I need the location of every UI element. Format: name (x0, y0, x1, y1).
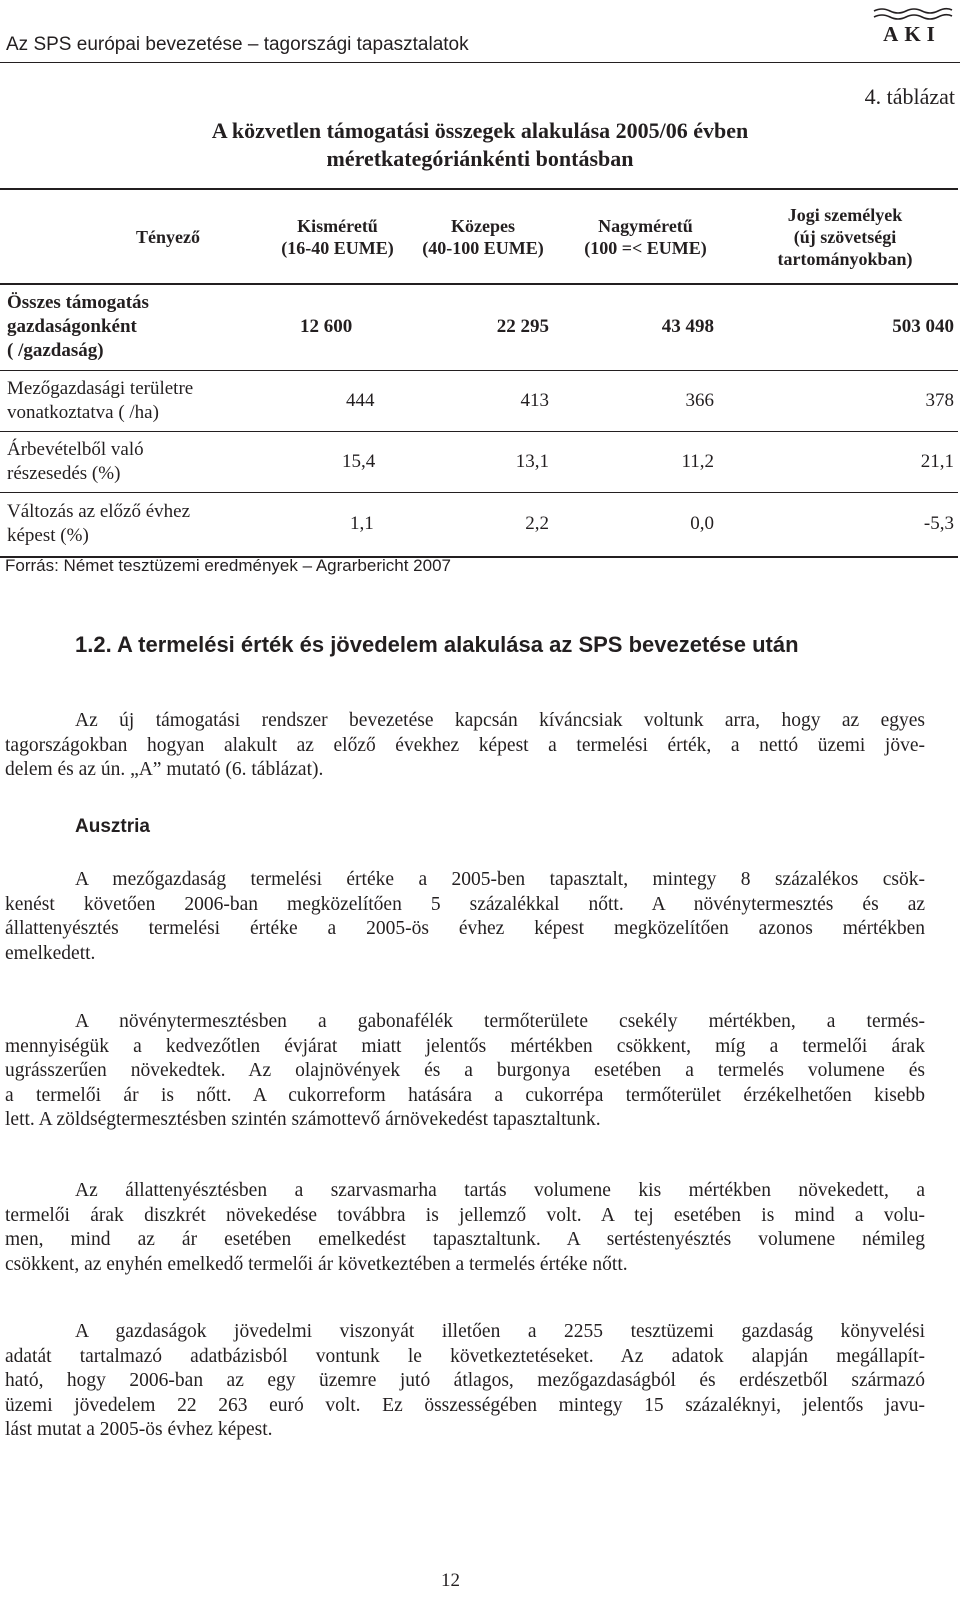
row-label-line: Összes támogatás (7, 292, 149, 314)
table-cell: 13,1 (403, 431, 563, 492)
running-title: Az SPS európai bevezetése – tagországi tapasztalatok (6, 34, 469, 55)
table-cell: 413 (403, 370, 563, 431)
row-label (0, 284, 300, 370)
table-cell: -5,3 (728, 492, 958, 557)
row-label-line: vonatkoztatva ( /ha) (7, 401, 159, 423)
table-cell: 1,1 (300, 492, 403, 557)
table-cell: 11,2 (563, 431, 728, 492)
text-line: emelkedett. (5, 942, 96, 964)
row-label-line: Mezőgazdasági területre (7, 377, 194, 399)
text-line: lett. A zöldségtermesztésben szintén számottevő árnövekedést tapasztaltunk. (5, 1109, 601, 1130)
column-header-medium (403, 189, 563, 284)
column-header-line: Nagyméretű (598, 215, 693, 236)
column-header-line: Jogi személyek (787, 204, 903, 225)
text-line: ható, hogy 2006-ban az egy üzemre jutó átlagos, mezőgazdaságból és erdészetből származó (5, 1370, 925, 1391)
column-header-line: tartományokban) (777, 248, 913, 269)
column-header-line: Tényező (136, 226, 200, 247)
text-line: üzemi jövedelem 22 263 euró volt. Ez összességében mintegy 15 százaléknyi, jelentős javu- (5, 1394, 925, 1416)
text-line: állattenyésztés termelési értéke a 2005-ös évhez képest megközelítően azonos mértékben (5, 918, 925, 939)
paragraph (5, 1320, 925, 1443)
table-cell: 444 (300, 370, 403, 431)
text-line: a termelői ár is nőtt. A cukorreform hatására a cukorrépa termőterület érzékelhetően kisebb (5, 1084, 925, 1106)
table-title (150, 117, 810, 173)
table-header-row (0, 189, 958, 284)
column-header-line: (40-100 EUME) (422, 237, 544, 258)
text-line: mennyiségük a kedvezőtlen évjárat miatt jelentős mértékben csökkent, míg a termelői árak (5, 1035, 925, 1057)
table-cell: 0,0 (563, 492, 728, 557)
page-number: 12 (441, 1570, 460, 1591)
table-cell: 15,4 (300, 431, 403, 492)
column-header-line: Közepes (451, 215, 515, 236)
aki-logo (870, 6, 954, 44)
unit-text: /gazdaság) (18, 340, 104, 362)
table-row (0, 370, 958, 431)
text-line: kenést követően 2006-ban megközelítően 5 százalékkal nőtt. A növénytermesztés és az (5, 893, 925, 915)
section-heading: 1.2. A termelési érték és jövedelem alakulása az SPS bevezetése után (75, 632, 799, 657)
table-cell: 21,1 (728, 431, 958, 492)
text-line: A mezőgazdaság termelési értéke a 2005-ben tapasztalt, mintegy 8 százalékos csök- (75, 869, 925, 890)
country-subheading: Ausztria (75, 816, 150, 837)
column-header-small (281, 189, 403, 284)
table-cell: 2,2 (403, 492, 563, 557)
row-label-line: Árbevételből való (7, 438, 144, 460)
table-cell: 22 295 (403, 284, 563, 370)
table-label: 4. táblázat (864, 84, 955, 109)
row-label-line: képest (%) (7, 525, 89, 547)
text-line: A növénytermesztésben a gabonafélék termőterülete csekély mértékben, a termés- (75, 1011, 925, 1032)
table-cell: 12 600 (300, 284, 403, 370)
table-title-line-1: A közvetlen támogatási összegek alakulása 2005/06 évben (211, 118, 749, 143)
row-label (0, 370, 300, 431)
text-line: tagországokban hogyan alakult az előző évekhez képest a termelési érték, a nettó üzemi jöve- (5, 734, 925, 756)
column-header-legal-entities (728, 189, 958, 284)
paragraph (5, 1010, 925, 1133)
table-row (0, 284, 958, 370)
table-cell: 378 (728, 370, 958, 431)
text-line: men, mind az ár esetében emelkedést tapasztaltunk. A sertéstenyésztés volumene némileg (5, 1229, 925, 1250)
intro-paragraph (5, 709, 925, 783)
table-cell: 503 040 (728, 284, 958, 370)
table-source: Forrás: Német tesztüzemi eredmények – Agrarbericht 2007 (5, 556, 451, 575)
column-header-line: (16-40 EUME) (281, 237, 394, 258)
text-line: delem és az ún. „A” mutató (6. táblázat). (5, 759, 324, 780)
logo-text: AKI (883, 22, 941, 44)
text-line: Az állattenyésztésben a szarvasmarha tartás volumene kis mértékben növekedett, a (75, 1180, 925, 1201)
text-line: A gazdaságok jövedelmi viszonyát illetően a 2255 tesztüzemi gazdaság könyvelési (75, 1321, 925, 1342)
column-header-factor (0, 189, 300, 284)
row-label-line: gazdaságonként (7, 316, 137, 338)
row-label-line: Változás az előző évhez (7, 501, 191, 523)
table-title-line-2: méretkategóriánkénti bontásban (326, 146, 634, 171)
text-line: ugrásszerűen növekedtek. Az olajnövények és a burgonya esetében a termelés volumene és (5, 1060, 925, 1081)
text-line: csökkent, az enyhén emelkedő termelői ár következtében a termelés értéke nőtt. (5, 1253, 628, 1275)
column-header-line: (100 =< EUME) (584, 237, 707, 258)
row-label-line: ( /gazdaság) (7, 340, 104, 362)
text-line: lást mutat a 2005-ös évhez képest. (5, 1419, 273, 1440)
text-line: Az új támogatási rendszer bevezetése kapcsán kíváncsiak voltunk arra, hogy az egyes (75, 710, 925, 731)
support-table (0, 188, 958, 558)
row-label (0, 492, 300, 557)
text-line: adatát tartalmazó adatbázisból vontunk le következtetéseket. Az adatok alapján megállapít- (5, 1345, 925, 1367)
column-header-line: Kisméretű (297, 215, 378, 236)
table-cell: 366 (563, 370, 728, 431)
column-header-large (563, 189, 728, 284)
row-label-line: részesedés (%) (7, 462, 121, 484)
paragraph (5, 1179, 925, 1277)
row-label (0, 431, 300, 492)
table-row (0, 431, 958, 492)
table-cell: 43 498 (563, 284, 728, 370)
header-rule (0, 62, 960, 63)
paragraph (5, 868, 925, 966)
table-row (0, 492, 958, 557)
text-line: termelői árak diszkrét növekedése továbbra is jellemző volt. A tej esetében is mind a volu- (5, 1204, 925, 1226)
column-header-line: (új szövetségi (793, 226, 897, 247)
